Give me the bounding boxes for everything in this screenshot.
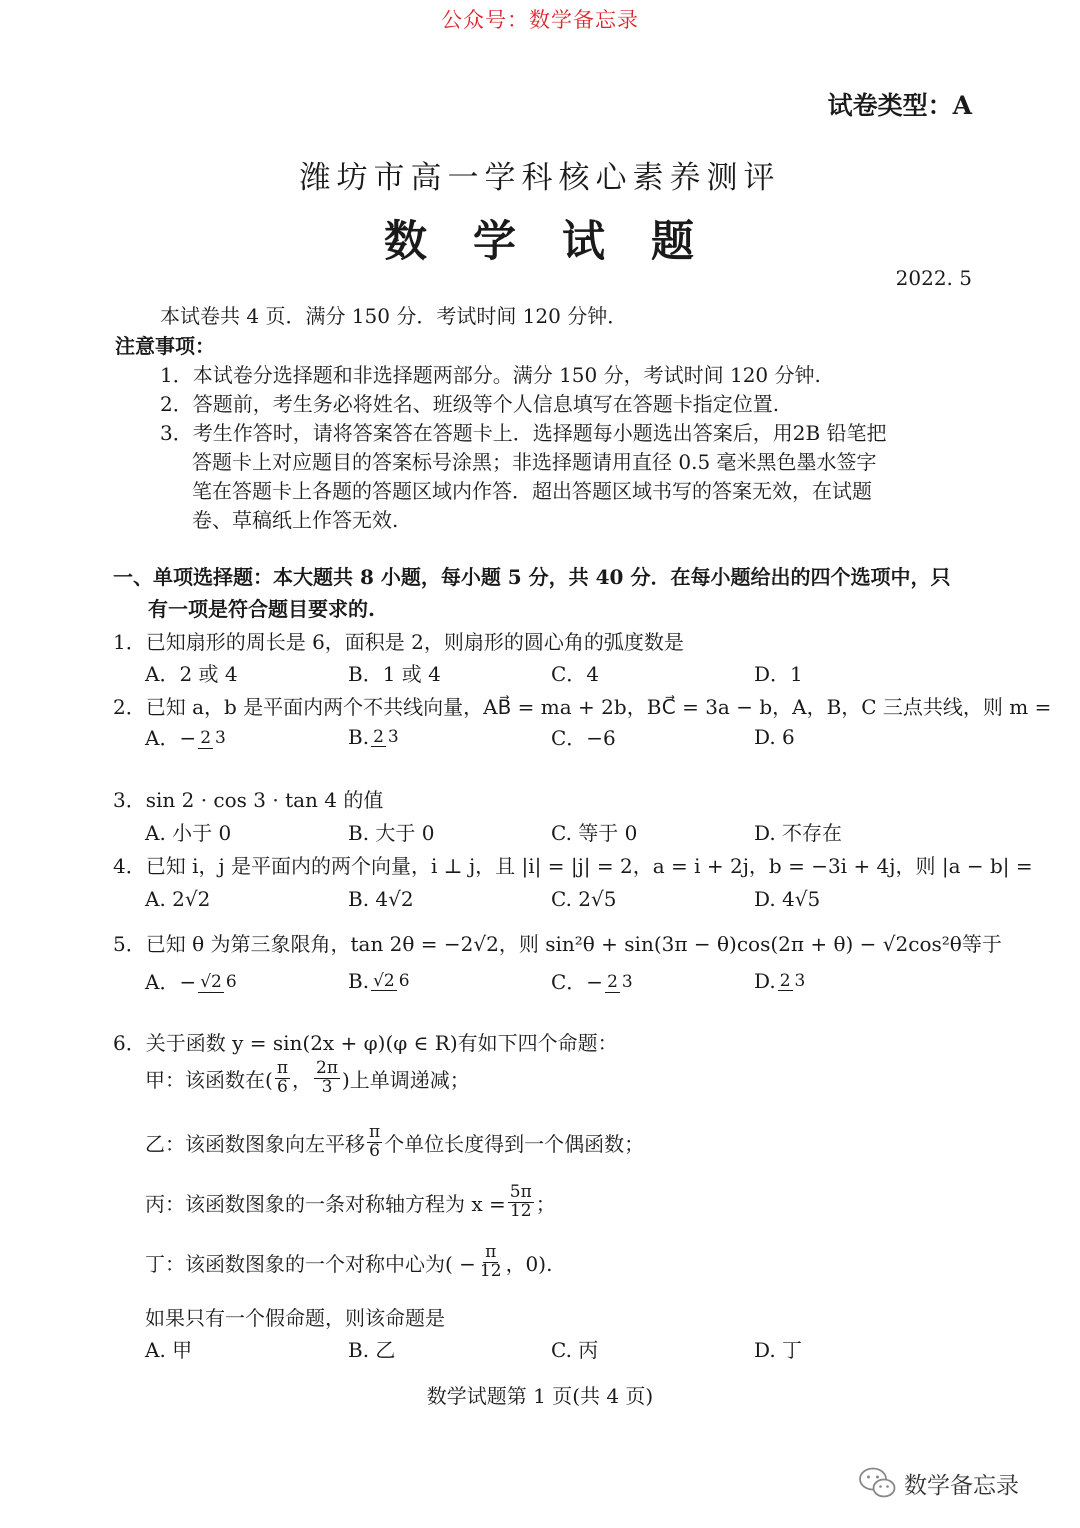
- numerator: √2: [373, 970, 395, 991]
- option-a: A. 2√2: [145, 887, 211, 911]
- question-options: [145, 658, 803, 687]
- question-options: [145, 966, 809, 995]
- numerator: π: [485, 1242, 497, 1262]
- proposition-text: 乙：该函数图象向左平移: [145, 1131, 365, 1156]
- option-d: D. 不存在: [754, 821, 843, 845]
- wechat-icon: [858, 1466, 898, 1500]
- option-a: A. 甲: [145, 1338, 193, 1362]
- denominator: 6: [225, 972, 237, 993]
- option-b: B. 4√2: [348, 887, 414, 911]
- wechat-label: 数学备忘录: [904, 1472, 1019, 1499]
- option-label: A．−: [145, 726, 197, 750]
- option-b: [348, 969, 551, 993]
- option-d: D. 丁: [754, 1338, 803, 1362]
- option-c: C. 等于 0: [551, 821, 638, 845]
- option-d: D．1: [754, 662, 803, 686]
- separator: ，: [292, 1067, 312, 1092]
- numerator: π: [369, 1122, 381, 1142]
- question-stem: 6．关于函数 y = sin(2x + φ)(φ ∈ R)有如下四个命题：: [113, 1031, 618, 1055]
- denominator: 3: [387, 726, 399, 747]
- notice-heading: 注意事项：: [115, 334, 215, 358]
- proposition-text: ，0).: [505, 1251, 553, 1276]
- numerator: 5π: [509, 1182, 532, 1202]
- option-c: C．−6: [551, 726, 616, 750]
- school-title: 潍坊市高一学科核心素养测评: [299, 160, 781, 196]
- question-options: [145, 1334, 802, 1363]
- denominator: 6: [369, 1140, 380, 1161]
- numerator: 2π: [316, 1058, 338, 1078]
- denominator: 3: [321, 1076, 333, 1097]
- fraction: [314, 1060, 340, 1097]
- intro-text: 本试卷共 4 页．满分 150 分．考试时间 120 分钟．: [160, 304, 628, 328]
- question-stem: 2．已知 a，b 是平面内两个不共线向量，AB⃗ = ma + 2b，BC⃗ = 3a − b，A，B，C 三点共线，则 m =: [113, 695, 1052, 719]
- proposition-bing: [145, 1184, 556, 1221]
- notice-item: 2．答题前，考生务必将姓名、班级等个人信息填写在答题卡指定位置.: [160, 392, 780, 416]
- fraction: [478, 1244, 504, 1281]
- notice-item: 答题卡上对应题目的答案标号涂黑；非选择题请用直径 0.5 毫米黑色墨水签字: [192, 450, 877, 474]
- option-c: C. 2√5: [551, 887, 617, 911]
- paper-type: 试卷类型：A: [827, 91, 972, 120]
- fraction: [198, 730, 228, 749]
- option-d: D. 4√5: [754, 887, 821, 911]
- subject-char: 试: [562, 217, 607, 267]
- option-c: C. 丙: [551, 1338, 599, 1362]
- denominator: 6: [398, 970, 410, 991]
- exam-date: 2022. 5: [895, 266, 972, 290]
- proposition-text: 甲：该函数在(: [145, 1067, 273, 1092]
- option-a: A. 小于 0: [145, 821, 232, 845]
- option-label: D.: [754, 968, 776, 993]
- proposition-text: ；: [535, 1191, 556, 1216]
- subject-char: 题: [651, 217, 696, 267]
- option-label: B.: [348, 724, 370, 749]
- subject-title: [0, 208, 1080, 269]
- page-footer: 数学试题第 1 页(共 4 页): [426, 1384, 654, 1408]
- question-options: [145, 887, 820, 911]
- question-stem: 5．已知 θ 为第三象限角，tan 2θ = −2√2，则 sin²θ + sin(3π − θ)cos(2π + θ) − √2cos²θ等于: [113, 932, 1002, 956]
- fraction: [275, 1060, 290, 1097]
- proposition-text: 丁：该函数图象的一个对称中心为( −: [145, 1251, 476, 1276]
- proposition-jia: [145, 1060, 470, 1097]
- proposition-text: )上单调递减；: [342, 1067, 470, 1092]
- option-b: B. 大于 0: [348, 821, 435, 845]
- fraction: [367, 1124, 382, 1161]
- denominator: 3: [215, 728, 226, 749]
- notice-item: 1．本试卷分选择题和非选择题两部分。满分 150 分，考试时间 120 分钟.: [160, 363, 821, 387]
- fraction: [508, 1184, 534, 1221]
- denominator: 3: [794, 970, 806, 991]
- question-stem: 3．sin 2 · cos 3 · tan 4 的值: [113, 788, 384, 812]
- denominator: 12: [479, 1260, 502, 1281]
- option-b: B．1 或 4: [348, 662, 441, 686]
- option-b: [348, 725, 551, 749]
- fraction: [198, 974, 238, 993]
- option-d: D. 6: [754, 724, 795, 749]
- option-a: [145, 722, 348, 751]
- wechat-badge: [858, 1466, 1019, 1500]
- proposition-text: 个单位长度得到一个偶函数；: [384, 1131, 645, 1156]
- proposition-text: 丙：该函数图象的一条对称轴方程为 x =: [145, 1191, 506, 1216]
- option-label: A．−: [145, 970, 197, 994]
- option-d: [754, 969, 809, 993]
- subject-char: 学: [473, 217, 518, 267]
- option-c: C．4: [551, 662, 600, 686]
- notice-item: 卷、草稿纸上作答无效.: [192, 508, 399, 532]
- option-a: [145, 966, 348, 995]
- notice-item: 3．考生作答时，请将答案答在答题卡上．选择题每小题选出答案后，用2B 铅笔把: [160, 421, 887, 445]
- numerator: 2: [607, 972, 618, 993]
- numerator: 2: [373, 726, 384, 747]
- denominator: 3: [621, 972, 633, 993]
- subject-char: 数: [384, 217, 429, 267]
- watermark-text: 公众号：数学备忘录: [441, 8, 639, 32]
- numerator: π: [276, 1058, 288, 1078]
- section-heading: 有一项是符合题目要求的.: [148, 597, 375, 621]
- numerator: 2: [200, 728, 212, 749]
- fraction: [371, 970, 411, 992]
- section-heading: 一、单项选择题：本大题共 8 小题，每小题 5 分，共 40 分．在每小题给出的四个选项中，只: [113, 565, 951, 589]
- numerator: 2: [779, 970, 791, 991]
- fraction: [605, 974, 635, 993]
- proposition-ding: [145, 1244, 552, 1281]
- numerator: √2: [200, 972, 222, 993]
- question-prompt: 如果只有一个假命题，则该命题是: [145, 1306, 445, 1330]
- notice-item: 笔在答题卡上各题的答题区域内作答．超出答题区域书写的答案无效，在试题: [192, 479, 872, 503]
- proposition-yi: [145, 1124, 644, 1161]
- denominator: 12: [509, 1200, 532, 1221]
- fraction: [371, 726, 401, 748]
- option-label: C．−: [551, 970, 604, 994]
- option-c: [551, 966, 754, 995]
- fraction: [778, 970, 808, 992]
- question-options: [145, 817, 842, 846]
- question-stem: 4．已知 i，j 是平面内的两个向量，i ⊥ j，且 |i| = |j| = 2，a = i + 2j，b = −3i + 4j，则 |a − b| =: [113, 854, 1033, 878]
- option-b: B. 乙: [348, 1338, 396, 1362]
- denominator: 6: [276, 1076, 288, 1097]
- option-label: B.: [348, 968, 370, 993]
- question-stem: 1．已知扇形的周长是 6，面积是 2，则扇形的圆心角的弧度数是: [113, 630, 684, 654]
- option-a: A．2 或 4: [145, 662, 238, 686]
- question-options: [145, 722, 795, 751]
